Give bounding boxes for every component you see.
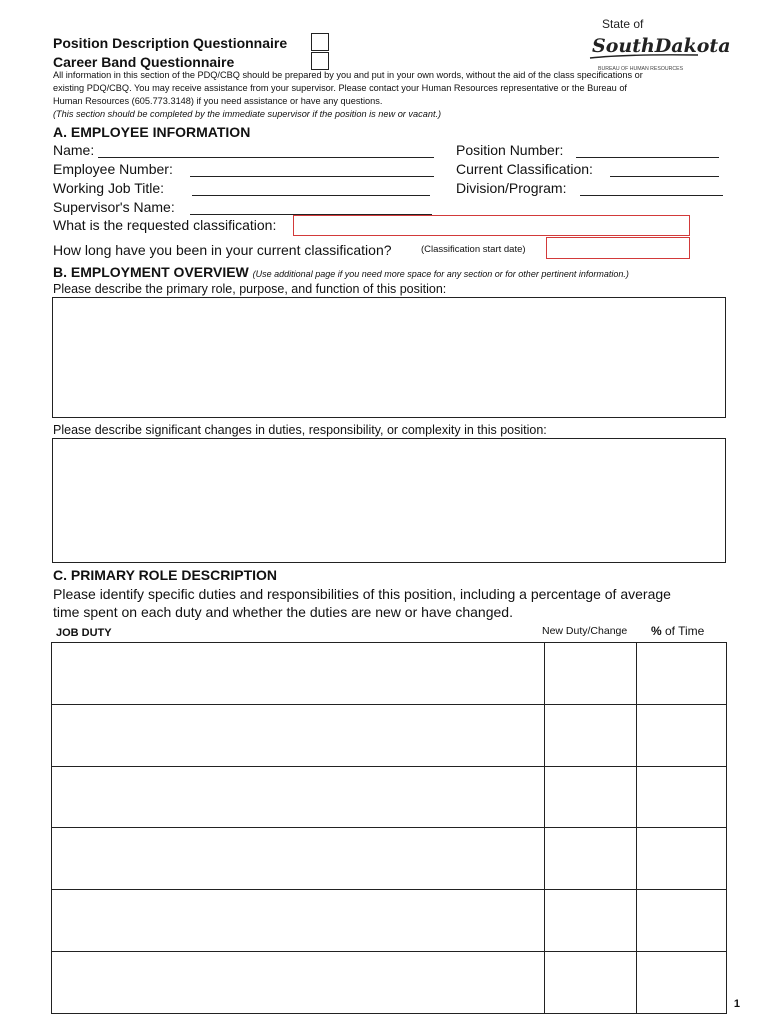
logo-bottom-text: BUREAU OF HUMAN RESOURCES — [598, 66, 684, 72]
duty-cell[interactable] — [52, 890, 545, 952]
duty-cell[interactable] — [52, 704, 545, 766]
start-date-hint: (Classification start date) — [421, 244, 526, 255]
pct-cell[interactable] — [637, 952, 727, 1014]
table-row — [52, 766, 727, 828]
current-classification-label: Current Classification: — [456, 161, 593, 177]
section-b-hint: (Use additional page if you need more space for any section or for other pertinent information.) — [252, 269, 629, 279]
employee-number-field[interactable] — [190, 176, 434, 177]
col-job-duty: JOB DUTY — [56, 627, 112, 639]
pct-cell[interactable] — [637, 704, 727, 766]
pct-cell[interactable] — [637, 890, 727, 952]
new-duty-cell[interactable] — [545, 890, 637, 952]
new-duty-cell[interactable] — [545, 643, 637, 705]
division-program-label: Division/Program: — [456, 180, 567, 196]
primary-role-textarea[interactable] — [52, 297, 726, 418]
pct-cell[interactable] — [637, 766, 727, 828]
table-row — [52, 890, 727, 952]
section-b-heading — [53, 264, 629, 280]
pct-symbol: % — [651, 624, 662, 638]
position-number-field[interactable] — [576, 157, 719, 158]
table-row — [52, 704, 727, 766]
intro-text — [53, 69, 713, 121]
section-c-line-2: time spent on each duty and whether the duties are new or have changed. — [53, 604, 513, 620]
requested-classification-input[interactable] — [293, 215, 690, 236]
changes-textarea[interactable] — [52, 438, 726, 563]
page-number: 1 — [733, 998, 740, 1010]
table-row — [52, 643, 727, 705]
duty-cell[interactable] — [52, 643, 545, 705]
duty-table — [51, 642, 727, 1014]
table-row — [52, 952, 727, 1014]
employee-number-label: Employee Number: — [53, 161, 173, 177]
pdq-checkbox[interactable] — [311, 33, 329, 51]
pdq-title: Position Description Questionnaire — [53, 35, 288, 51]
primary-role-prompt: Please describe the primary role, purpose, and function of this position: — [53, 282, 447, 296]
name-label: Name: — [53, 142, 95, 158]
name-field[interactable] — [98, 157, 434, 158]
requested-classification-label: What is the requested classification: — [53, 217, 277, 233]
col-pct-time — [651, 624, 704, 638]
pct-cell[interactable] — [637, 643, 727, 705]
pct-label: of Time — [661, 624, 705, 638]
south-dakota-logo — [588, 14, 731, 74]
intro-line-2: existing PDQ/CBQ. You may receive assistance from your supervisor. Please contact your Human Resources representative or the Bureau of — [53, 83, 627, 93]
table-row — [52, 828, 727, 890]
classification-start-date-input[interactable] — [546, 237, 690, 259]
working-job-title-field[interactable] — [192, 195, 430, 196]
section-c-instructions — [53, 585, 671, 621]
supervisor-name-label: Supervisor's Name: — [53, 199, 175, 215]
current-classification-field[interactable] — [610, 176, 719, 177]
intro-line-1: All information in this section of the PDQ/CBQ should be prepared by you and put in your own words, without the aid of the class specifications or — [53, 70, 643, 80]
section-b-title: B. EMPLOYMENT OVERVIEW — [53, 264, 249, 280]
new-duty-cell[interactable] — [545, 828, 637, 890]
section-c-heading: C. PRIMARY ROLE DESCRIPTION — [53, 567, 278, 583]
cbq-title: Career Band Questionnaire — [53, 54, 235, 70]
working-job-title-label: Working Job Title: — [53, 180, 165, 196]
cbq-checkbox[interactable] — [311, 52, 329, 70]
position-number-label: Position Number: — [456, 142, 564, 158]
col-new-duty: New Duty/Change — [542, 625, 628, 637]
new-duty-cell[interactable] — [545, 704, 637, 766]
section-c-line-1: Please identify specific duties and responsibilities of this position, including a percentage of average — [53, 586, 671, 602]
how-long-label: How long have you been in your current classification? — [53, 242, 392, 258]
pct-cell[interactable] — [637, 828, 727, 890]
duty-cell[interactable] — [52, 828, 545, 890]
duty-cell[interactable] — [52, 766, 545, 828]
section-a-heading: A. EMPLOYEE INFORMATION — [53, 124, 251, 140]
changes-prompt: Please describe significant changes in duties, responsibility, or complexity in this position: — [53, 423, 547, 437]
intro-note: (This section should be completed by the immediate supervisor if the position is new or vacant.) — [53, 109, 442, 119]
logo-script-text: SouthDakota — [592, 35, 731, 57]
duty-cell[interactable] — [52, 952, 545, 1014]
new-duty-cell[interactable] — [545, 766, 637, 828]
logo-top-text: State of — [602, 17, 644, 31]
division-program-field[interactable] — [580, 195, 723, 196]
new-duty-cell[interactable] — [545, 952, 637, 1014]
intro-line-3: Human Resources (605.773.3148) if you need assistance or have any questions. — [53, 96, 383, 106]
